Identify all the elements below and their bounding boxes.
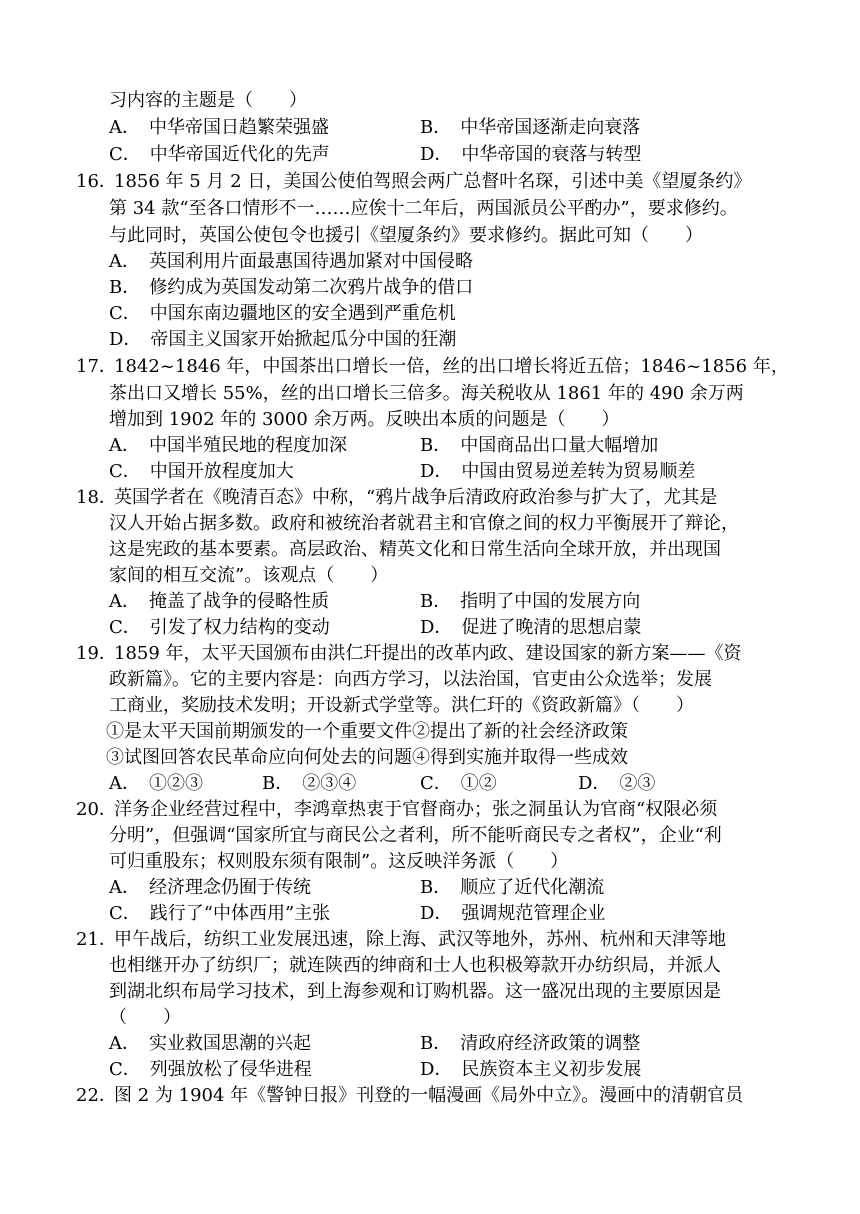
q17-stem-line-2: 茶出口又增长 55%，丝的出口增长三倍多。海关税收从 1861 年的 490 余万两 [109,383,744,404]
q19-option-d[interactable]: D． ②③ [578,773,656,794]
q16-number: 16． [76,171,117,192]
q17-number: 17． [76,356,117,377]
q19-option-c[interactable]: C． ①② [420,773,497,794]
q18-number: 18． [76,487,117,508]
q19-number: 19． [76,643,117,664]
q19-statements-line-1: ①是太平天国前期颁发的一个重要文件②提出了新的社会经济政策 [106,721,628,742]
q17-option-b[interactable]: B． 中国商品出口量大幅增加 [420,435,659,456]
q18-option-d[interactable]: D． 促进了晚清的思想启蒙 [420,617,642,638]
q21-stem-line-4: （ ） [109,1007,181,1028]
q20-option-a[interactable]: A． 经济理念仍囿于传统 [109,877,311,898]
q21-option-a[interactable]: A． 实业救国思潮的兴起 [109,1033,311,1054]
q21-stem-line-2: 也相继开办了纺织厂；就连陕西的绅商和士人也积极筹款开办纺织局，并派人 [109,955,721,976]
q17-stem-line-3: 增加到 1902 年的 3000 余万两。反映出本质的问题是（ ） [109,409,620,430]
q16-stem-line-1: 1856 年 5 月 2 日，美国公使伯驾照会两广总督叶名琛，引述中美《望厦条约》 [114,171,752,192]
q19-stem-line-2: 政新篇》。它的主要内容是：向西方学习，以法治国，官吏由公众选举；发展 [109,669,712,690]
q16-option-a[interactable]: A． 英国利用片面最惠国待遇加紧对中国侵略 [109,251,473,272]
q16-stem-line-3: 与此同时，英国公使包令也援引《望厦条约》要求修约。据此可知（ ） [109,225,703,246]
q21-option-c[interactable]: C． 列强放松了侵华进程 [109,1059,312,1080]
q21-stem-line-1: 甲午战后，纺织工业发展迅速，除上海、武汉等地外，苏州、杭州和天津等地 [114,929,726,950]
q20-stem-line-2: 分明”，但强调“国家所宜与商民公之者利，所不能听商民专之者权”，企业“利 [109,825,722,846]
q17-stem-line-1: 1842~1846 年，中国茶出口增长一倍，丝的出口增长将近五倍；1846~1856 年， [114,356,789,377]
q19-stem-line-3: 工商业，奖励技术发明；开设新式学堂等。洪仁玕的《资政新篇》（ ） [109,695,694,716]
q19-option-a[interactable]: A． ①②③ [109,773,203,794]
q16-option-b[interactable]: B． 修约成为英国发动第二次鸦片战争的借口 [109,277,474,298]
q20-stem-line-1: 洋务企业经营过程中，李鸿章热衷于官督商办；张之洞虽认为官商“权限必须 [114,799,718,820]
q22-number: 22． [76,1085,117,1106]
q21-option-b[interactable]: B． 清政府经济政策的调整 [420,1033,641,1054]
q18-stem-line-2: 汉人开始占据多数。政府和被统治者就君主和官僚之间的权力平衡展开了辩论， [109,513,739,534]
q17-option-a[interactable]: A． 中国半殖民地的程度加深 [109,435,347,456]
q15-option-a[interactable]: A． 中华帝国日趋繁荣强盛 [109,117,329,138]
q18-option-a[interactable]: A． 掩盖了战争的侵略性质 [109,591,329,612]
q22-stem-line-1: 图 2 为 1904 年《警钟日报》刊登的一幅漫画《局外中立》。漫画中的清朝官员 [114,1085,744,1106]
q19-option-b[interactable]: B． ②③④ [262,773,357,794]
q20-number: 20． [76,799,117,820]
q20-option-c[interactable]: C． 践行了“中体西用”主张 [109,903,331,924]
q16-option-d[interactable]: D． 帝国主义国家开始掀起瓜分中国的狂潮 [109,329,457,350]
q18-stem-line-4: 家间的相互交流”。该观点（ ） [109,565,389,586]
q19-stem-line-1: 1859 年，太平天国颁布由洪仁玕提出的改革内政、建设国家的新方案——《资 [114,643,742,664]
q15-stem-tail: 习内容的主题是（ ） [109,90,307,111]
q15-option-c[interactable]: C． 中华帝国近代化的先声 [109,144,330,165]
q19-statements-line-2: ③试图回答农民革命应向何处去的问题④得到实施并取得一些成效 [106,747,628,768]
q16-option-c[interactable]: C． 中国东南边疆地区的安全遇到严重危机 [109,303,456,324]
q15-option-d[interactable]: D． 中华帝国的衰落与转型 [420,144,642,165]
q21-option-d[interactable]: D． 民族资本主义初步发展 [420,1059,642,1080]
q17-option-c[interactable]: C． 中国开放程度加大 [109,461,294,482]
q20-option-d[interactable]: D． 强调规范管理企业 [420,903,606,924]
q20-option-b[interactable]: B． 顺应了近代化潮流 [420,877,605,898]
q16-stem-line-2: 第 34 款“至各口情形不一……应俟十二年后，两国派员公平酌办”，要求修约。 [109,198,738,219]
q20-stem-line-3: 可归重股东；权则股东须有限制”。这反映洋务派（ ） [109,851,569,872]
q17-option-d[interactable]: D． 中国由贸易逆差转为贸易顺差 [420,461,696,482]
q18-stem-line-3: 这是宪政的基本要素。高层政治、精英文化和日常生活向全球开放，并出现国 [109,539,721,560]
q18-stem-line-1: 英国学者在《晚清百态》中称，“鸦片战争后清政府政治参与扩大了，尤其是 [114,487,718,508]
q15-option-b[interactable]: B． 中华帝国逐渐走向衰落 [420,117,641,138]
q18-option-b[interactable]: B． 指明了中国的发展方向 [420,591,641,612]
q21-number: 21． [76,929,117,950]
q18-option-c[interactable]: C． 引发了权力结构的变动 [109,617,330,638]
q21-stem-line-3: 到湖北织布局学习技术，到上海参观和订购机器。这一盛况出现的主要原因是 [109,981,721,1002]
